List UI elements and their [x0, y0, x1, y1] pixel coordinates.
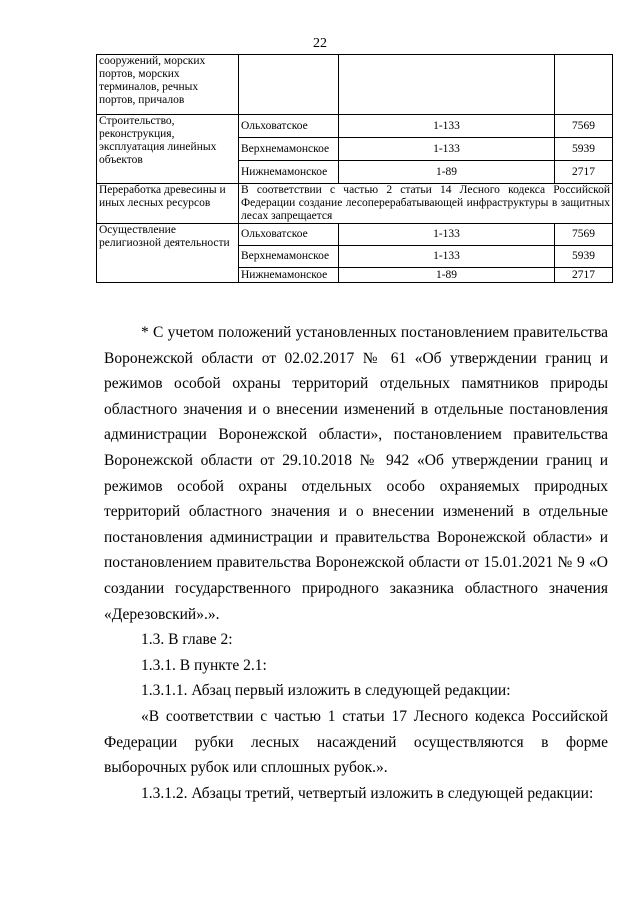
activity-cell: Осуществление религиозной деятельности [97, 224, 239, 283]
table-row [97, 55, 613, 115]
activity-cell: Строительство, реконструкция, эксплуатация линейных объектов [97, 115, 239, 184]
body-paragraph: 1.3.1.2. Абзацы третий, четвертый изложить в следующей редакции: [141, 784, 594, 802]
quarter-cell: 1-89 [339, 161, 555, 184]
quarter-cell: 1-133 [339, 115, 555, 138]
body-paragraph: 1.3.1.1. Абзац первый изложить в следующей редакции: [141, 682, 511, 700]
location-cell: Верхнемамонское [239, 138, 339, 161]
activity-cell: сооружений, морских портов, морских терминалов, речных портов, причалов [97, 55, 239, 115]
quarter-cell: 1-133 [339, 246, 555, 268]
quarter-cell: 1-133 [339, 138, 555, 161]
location-cell: Ольховатское [239, 115, 339, 138]
location-cell: Нижнемамонское [239, 161, 339, 184]
quarter-cell: 1-89 [339, 268, 555, 283]
area-cell: 2717 [555, 161, 613, 184]
area-cell: 7569 [555, 224, 613, 246]
area-cell [555, 55, 613, 115]
activity-cell: Переработка древесины и иных лесных ресурсов [97, 184, 239, 224]
area-cell: 2717 [555, 268, 613, 283]
table-row [97, 115, 613, 138]
body-text [104, 320, 608, 806]
location-cell [239, 55, 339, 115]
page-number: 22 [313, 36, 327, 51]
quarter-cell [339, 55, 555, 115]
note-cell: В соответствии с частью 2 статьи 14 Лесного кодекса Российской Федерации создание лесоперерабатывающей инфраструктуры в защитных лесах запрещается [239, 184, 613, 224]
footnote-paragraph: * С учетом положений установленных постановлением правительства Воронежской области от 02.02.2017 № 61 «Об утверждении границ и режимов особой охраны территорий отдельных памятников природы областного значения и о внесении изменений в отдельные постановления администрации Воронежской области», постановлением правительства Воронежской области от 29.10.2018 № 942 «Об утверждении границ и режимов особой охраны отдельных особо охраняемых природных территорий областного значения и о внесении изменений в отдельные постановления администрации и правительства Воронежской области» и постановлением правительства Воронежской области от 15.01.2021 № 9 «О создании государственного природного заказника областного значения «Дерезовский».». [104, 324, 608, 623]
location-cell: Ольховатское [239, 224, 339, 246]
location-cell: Верхнемамонское [239, 246, 339, 268]
body-paragraph: 1.3.1. В пункте 2.1: [141, 656, 267, 674]
area-cell: 7569 [555, 115, 613, 138]
table-row [97, 224, 613, 246]
body-paragraph: 1.3. В главе 2: [141, 631, 233, 649]
area-cell: 5939 [555, 246, 613, 268]
location-cell: Нижнемамонское [239, 268, 339, 283]
area-cell: 5939 [555, 138, 613, 161]
forest-use-table [96, 54, 613, 283]
quote-paragraph: «В соответствии с частью 1 статьи 17 Лесного кодекса Российской Федерации рубки лесных насаждений осуществляются в форме выборочных рубок или сплошных рубок.». [104, 707, 608, 777]
table-row [97, 184, 613, 224]
quarter-cell: 1-133 [339, 224, 555, 246]
